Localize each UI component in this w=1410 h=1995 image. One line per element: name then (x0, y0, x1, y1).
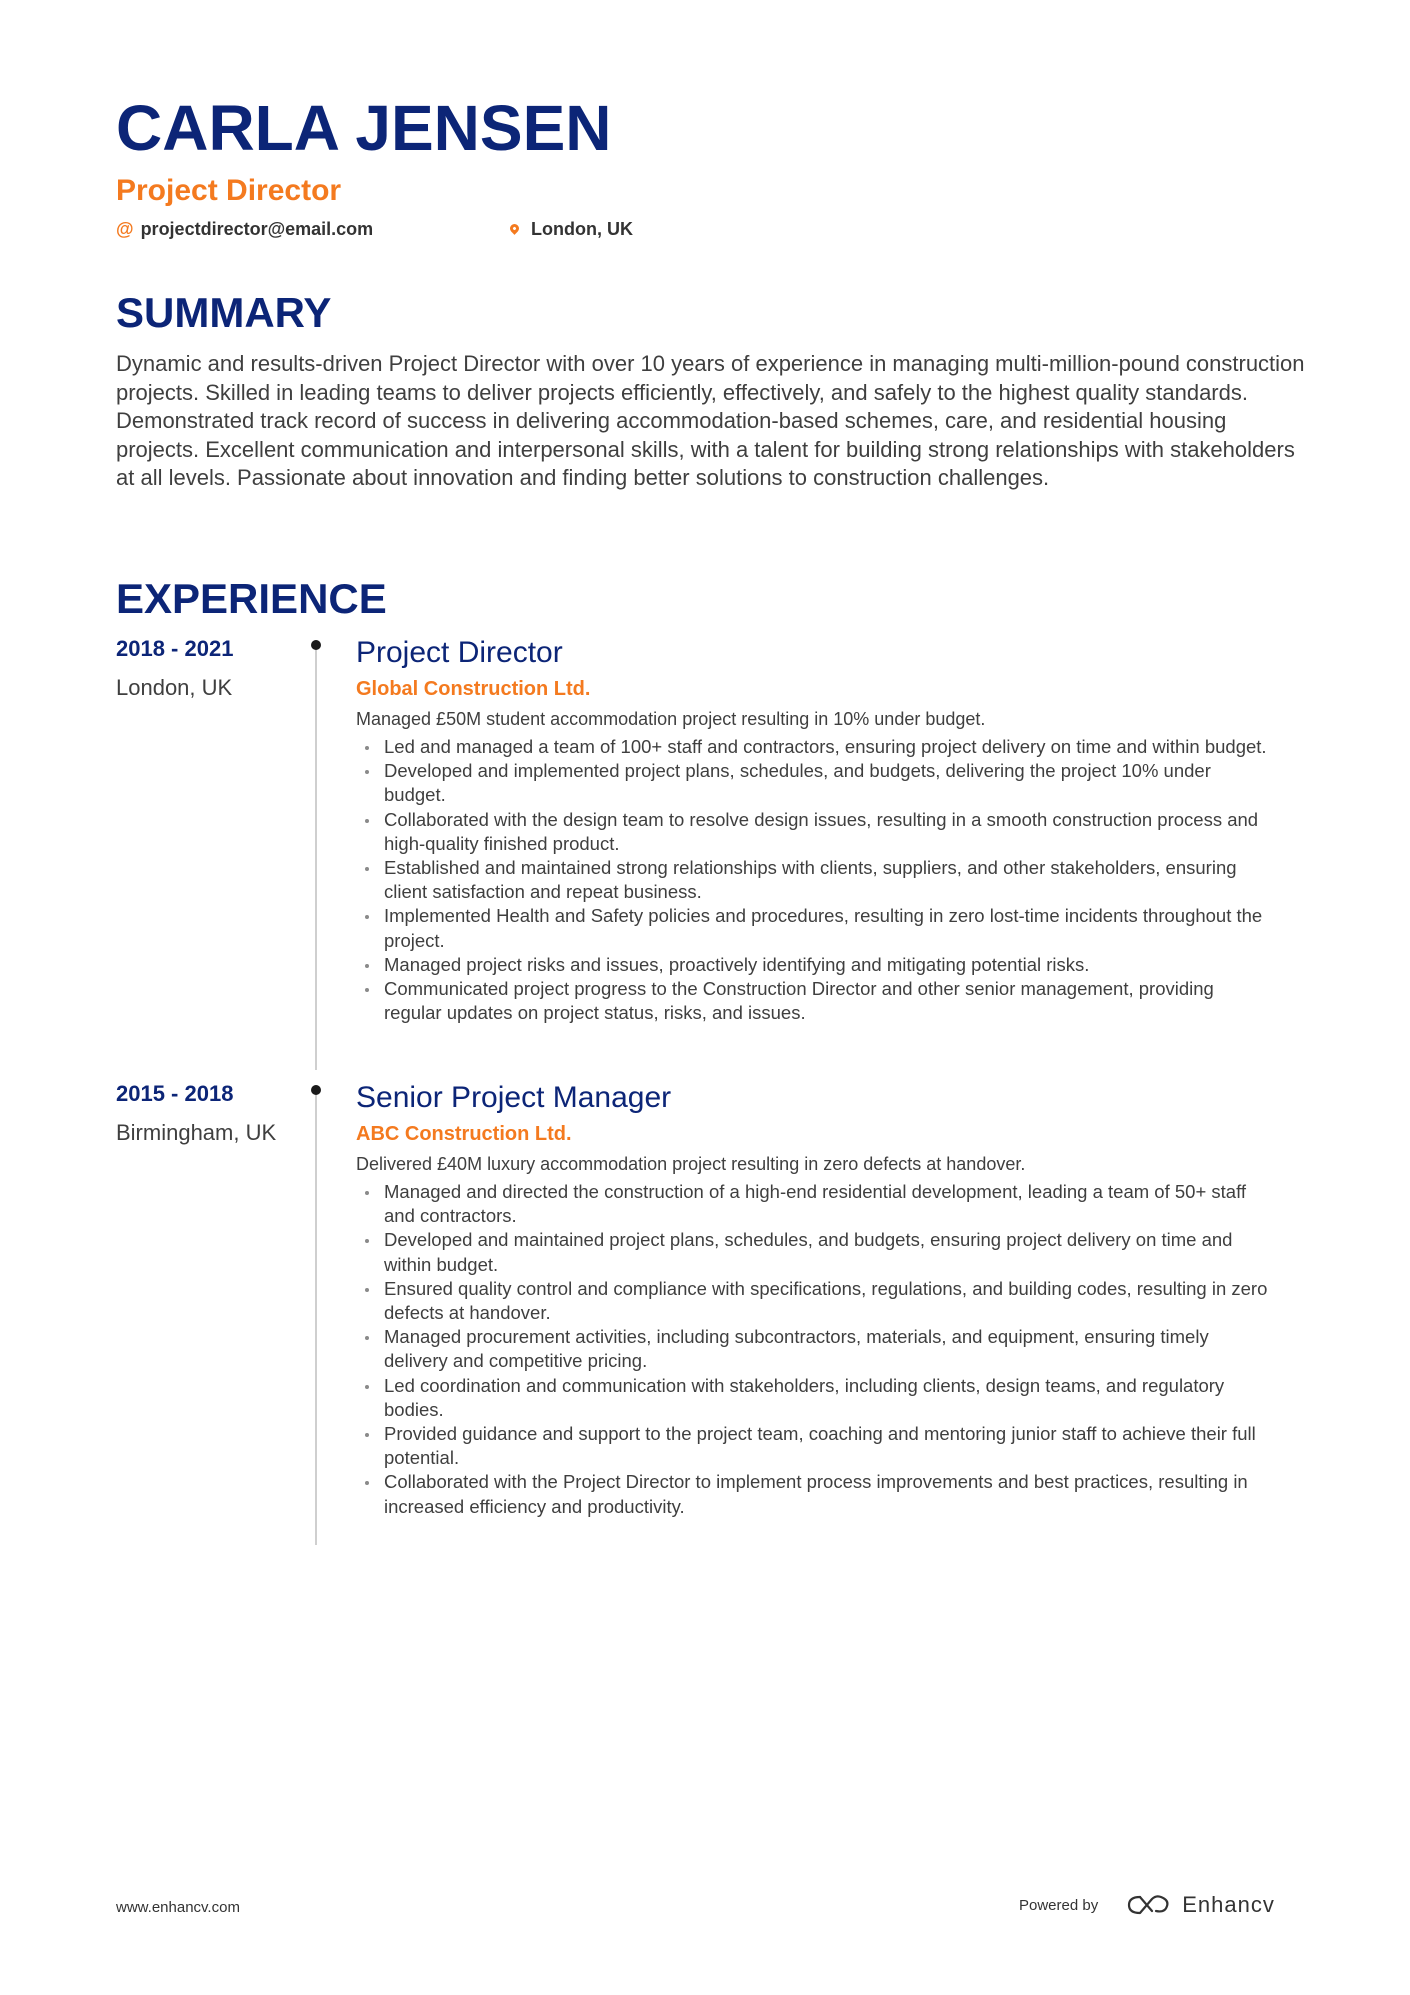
timeline-dot (311, 1085, 321, 1095)
candidate-title: Project Director (116, 174, 342, 207)
location-pin-icon (508, 222, 521, 235)
bullet-item: Led and managed a team of 100+ staff and contractors, ensuring project delivery on time and within budget. (356, 735, 1276, 759)
footer-branding[interactable] (1019, 1890, 1275, 1920)
candidate-name: CARLA JENSEN (116, 92, 612, 164)
bullet-item: Developed and implemented project plans, schedules, and budgets, delivering the project 10% under budget. (356, 759, 1276, 807)
job-title: Project Director (356, 636, 563, 669)
bullet-item: Managed procurement activities, including subcontractors, materials, and equipment, ensuring timely delivery and competitive pricing. (356, 1325, 1276, 1373)
job-title: Senior Project Manager (356, 1081, 672, 1114)
job-location: Birmingham, UK (116, 1120, 277, 1145)
timeline-line (315, 640, 317, 1070)
job-company: ABC Construction Ltd. (356, 1123, 572, 1145)
bullet-item: Implemented Health and Safety policies and procedures, resulting in zero lost-time incidents throughout the project. (356, 904, 1276, 952)
bullet-item: Communicated project progress to the Construction Director and other senior management, providing regular updates on project status, risks, and issues. (356, 977, 1276, 1025)
job-description: Managed £50M student accommodation project resulting in 10% under budget. (356, 709, 986, 729)
timeline-line (315, 1085, 317, 1545)
job-body (356, 638, 1276, 1025)
powered-by-label: Powered by (1019, 1896, 1099, 1914)
bullet-item: Ensured quality control and compliance with specifications, regulations, and building codes, resulting in zero defects at handover. (356, 1277, 1276, 1325)
contact-row (116, 219, 1016, 241)
bullet-item: Established and maintained strong relationships with clients, suppliers, and other stakeholders, ensuring client satisfaction and repeat business. (356, 856, 1276, 904)
bullet-item: Developed and maintained project plans, schedules, and budgets, ensuring project delivery on time and within budget. (356, 1228, 1276, 1276)
bullet-item: Managed project risks and issues, proactively identifying and mitigating potential risks. (356, 953, 1276, 977)
enhancv-logo-icon (1126, 1893, 1172, 1917)
job-location: London, UK (116, 675, 233, 700)
job-bullets (356, 735, 1276, 1025)
location-item (510, 219, 633, 240)
summary-text: Dynamic and results-driven Project Director with over 10 years of experience in managing multi-million-pound construction projects. Skilled in leading teams to deliver projects efficiently, effectively, and safely to the highest quality standards. Demonstrated track record of success in delivering accommodation-based schemes, care, and residential housing projects. Excellent communication and interpersonal skills, with a talent for building strong relationships with stakeholders at all levels. Passionate about innovation and finding better solutions to construction challenges. (116, 351, 1305, 491)
job-company: Global Construction Ltd. (356, 678, 591, 700)
bullet-item: Provided guidance and support to the project team, coaching and mentoring junior staff to achieve their full potential. (356, 1422, 1276, 1470)
bullet-item: Led coordination and communication with stakeholders, including clients, design teams, and regulatory bodies. (356, 1374, 1276, 1422)
brand-name: Enhancv (1182, 1892, 1275, 1917)
email-item[interactable] (116, 219, 373, 240)
at-icon: @ (116, 219, 134, 239)
bullet-item: Collaborated with the Project Director to implement process improvements and best practices, resulting in increased efficiency and productivity. (356, 1470, 1276, 1518)
email-text: projectdirector@email.com (140, 219, 374, 239)
job-bullets (356, 1180, 1276, 1519)
summary-heading: SUMMARY (116, 289, 332, 336)
footer-website-link[interactable]: www.enhancv.com (116, 1899, 240, 1916)
bullet-item: Managed and directed the construction of a high-end residential development, leading a team of 50+ staff and contractors. (356, 1180, 1276, 1228)
job-description: Delivered £40M luxury accommodation project resulting in zero defects at handover. (356, 1154, 1026, 1174)
timeline-dot (311, 640, 321, 650)
experience-heading: EXPERIENCE (116, 575, 387, 622)
job-dates: 2015 - 2018 (116, 1081, 234, 1106)
bullet-item: Collaborated with the design team to resolve design issues, resulting in a smooth construction process and high-quality finished product. (356, 808, 1276, 856)
location-text: London, UK (531, 219, 633, 239)
job-body (356, 1083, 1276, 1519)
job-dates: 2018 - 2021 (116, 636, 234, 661)
